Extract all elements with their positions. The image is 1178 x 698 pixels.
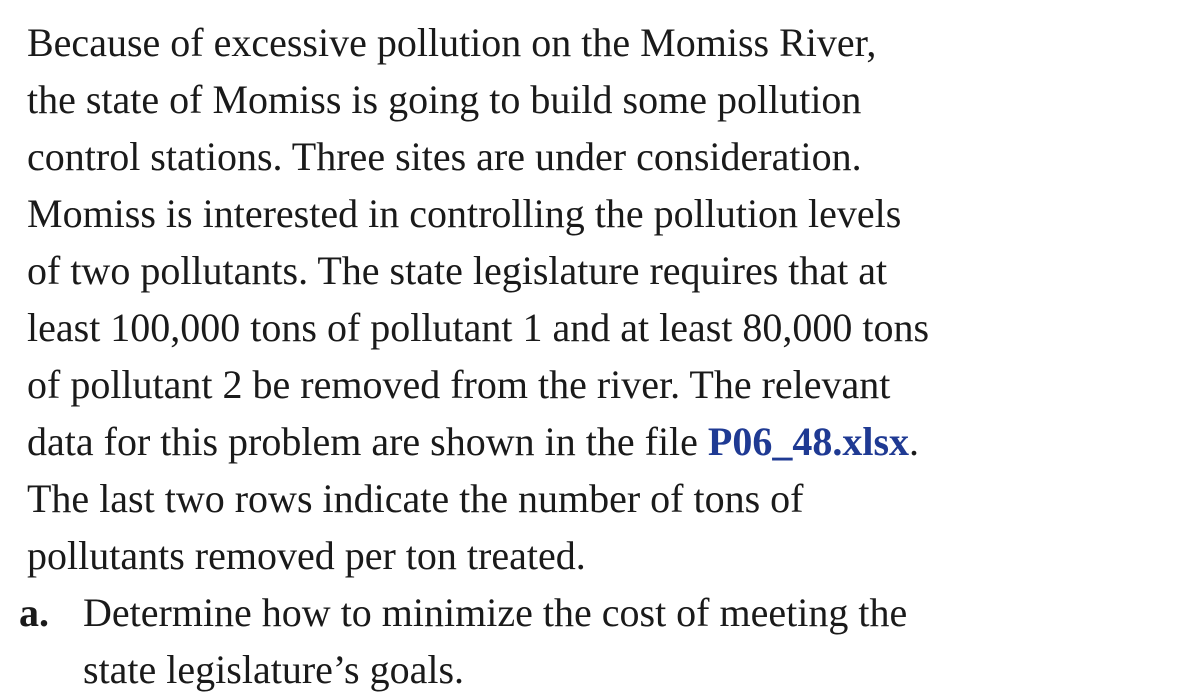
file-line-suffix: . [909, 419, 920, 464]
paragraph-line: the state of Momiss is going to build some pollution [27, 77, 862, 122]
problem-paragraph [27, 14, 1147, 584]
paragraph-line: of pollutant 2 be removed from the river. The relevant [27, 362, 891, 407]
file-line-prefix: data for this problem are shown in the file [27, 419, 708, 464]
paragraph-line: least 100,000 tons of pollutant 1 and at least 80,000 tons [27, 305, 930, 350]
paragraph-line: pollutants removed per ton treated. [27, 533, 586, 578]
paragraph-line: The last two rows indicate the number of tons of [27, 476, 804, 521]
paragraph-line: control stations. Three sites are under consideration. [27, 134, 862, 179]
part-a-text [83, 584, 1143, 698]
paragraph-line-with-file [27, 413, 1147, 470]
data-file-reference: P06_48.xlsx [707, 419, 910, 464]
part-a-marker: a. [19, 590, 49, 635]
paragraph-line: Momiss is interested in controlling the pollution levels [27, 191, 902, 236]
paragraph-line: Because of excessive pollution on the Momiss River, [27, 20, 877, 65]
part-a-line: state legislature’s goals. [83, 647, 465, 692]
paragraph-line: of two pollutants. The state legislature requires that at [27, 248, 888, 293]
part-a-line: Determine how to minimize the cost of meeting the [83, 590, 908, 635]
